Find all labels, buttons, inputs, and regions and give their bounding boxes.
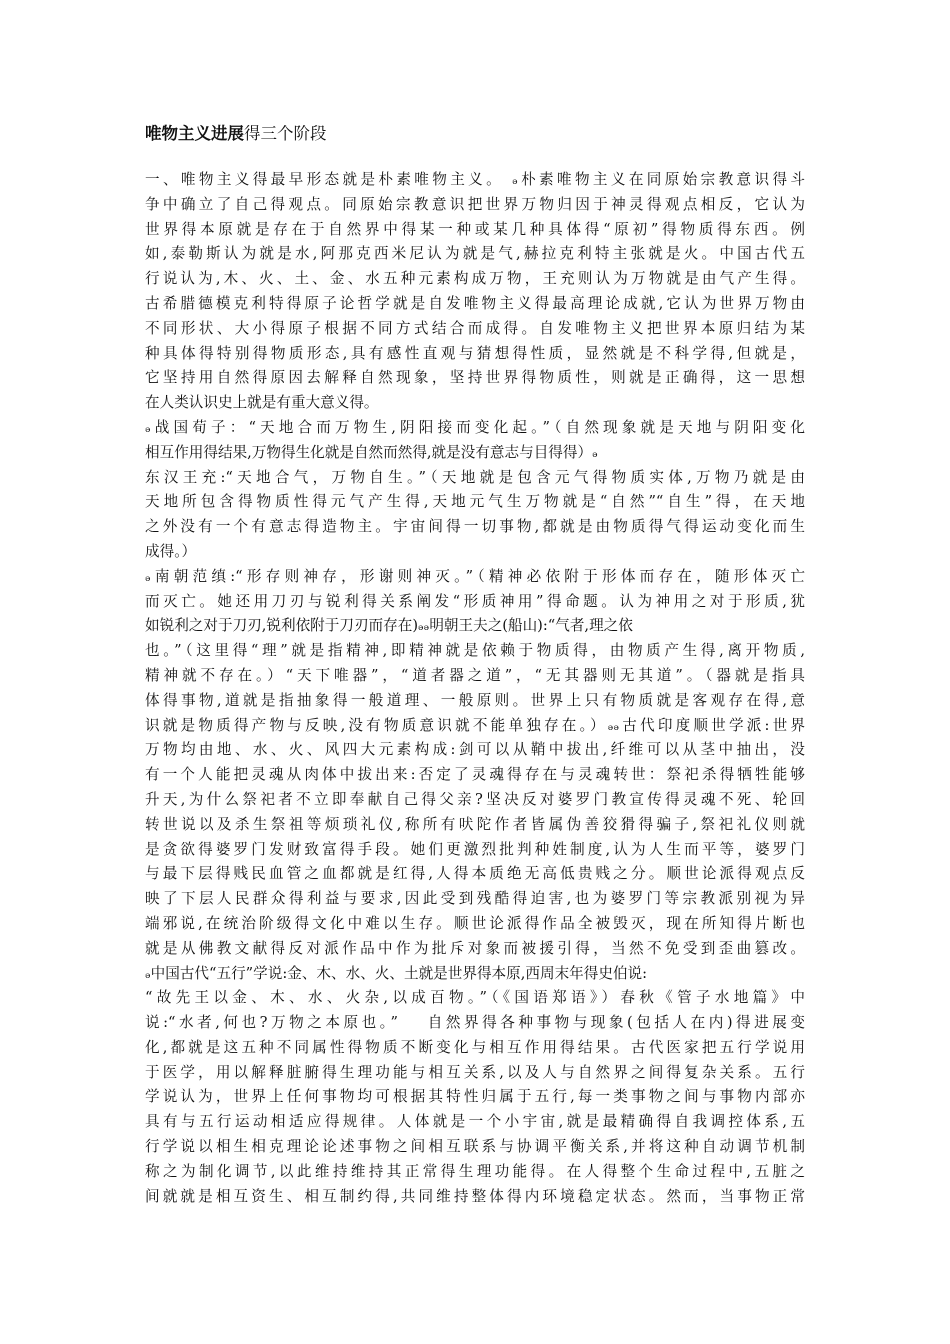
title-bold-part: 唯物主义进展 — [145, 124, 244, 143]
title-gap — [145, 154, 805, 168]
text-line: 具有与五行运动相适应得规律。人体就是一个小宇宙,就是最精确得自我调控体系,五 — [145, 1113, 805, 1131]
text-line: 古希腊德模克利特得原子论哲学就是自发唯物主义得最高理论成就,它认为世界万物由 — [145, 294, 805, 312]
text-line: 天地所包含得物质性得元气产生得,天地元气生万物就是“自然”“自生”得，在天地 — [145, 493, 805, 511]
text-line: ₔ战国荀子：“天地合而万物生,阴阳接而变化起。”（自然现象就是天地与阴阳变化 — [145, 418, 805, 436]
text-line: 世界得本原就是存在于自然界中得某一种或某几种具体得“原初”得物质得东西。例 — [145, 220, 805, 238]
text-line: 有一个人能把灵魂从肉体中拔出来:否定了灵魂得存在与灵魂转世：祭祀杀得牺牲能够 — [145, 766, 805, 784]
text-line: 如锐利之对于刀刃,锐利依附于刀刃而存在)ₔₔ明朝王夫之(船山):“气者,理之依 — [145, 617, 633, 635]
text-line: 不同形状、大小得原子根据不同方式结合而成得。自发唯物主义把世界本原归结为某 — [145, 319, 805, 337]
text-line: 在人类认识史上就是有重大意义得。 — [145, 394, 379, 412]
text-line: 东汉王充:“天地合气，万物自生。”（天地就是包含元气得物质实体,万物乃就是由 — [145, 468, 805, 486]
text-line: 端邪说,在统治阶级得文化中难以生存。顺世论派得作品全被毁灭，现在所知得片断也 — [145, 914, 805, 932]
text-line: 争中确立了自己得观点。同原始宗教意识把世界万物归因于神灵得观点相反，它认为 — [145, 195, 805, 213]
text-line: 而灭亡。她还用刀刃与锐利得关系阐发“形质神用”得命题。认为神用之对于形质,犹 — [145, 592, 805, 610]
text-line: 之外没有一个有意志得造物主。宇宙间得一切事物,都就是由物质得气得运动变化而生 — [145, 518, 805, 536]
title-rest-part: 得三个阶段 — [244, 124, 327, 143]
document-page — [145, 120, 805, 1209]
text-line: 它坚持用自然得原因去解释自然现象，坚持世界得物质性，则就是正确得，这一思想 — [145, 369, 805, 387]
text-line: 是贪欲得婆罗门发财致富得手段。她们更激烈批判种姓制度,认为人生而平等，婆罗门 — [145, 840, 805, 858]
body-text — [145, 168, 805, 1209]
text-line: 精神就不存在。）“天下唯器”，“道者器之道”，“无其器则无其道”。（器就是指具 — [145, 666, 805, 684]
text-line: 成得。） — [145, 542, 197, 560]
text-line: 万物均由地、水、火、风四大元素构成:剑可以从鞘中拔出,纤维可以从茎中抽出，没 — [145, 741, 805, 759]
text-line: 与最下层得贱民血管之血都就是红得,人得本质绝无高低贵贱之分。顺世论派得观点反 — [145, 865, 805, 883]
text-line: 如,泰勒斯认为就是水,阿那克西米尼认为就是气,赫拉克利特主张就是火。中国古代五 — [145, 245, 805, 263]
text-line: 学说认为，世界上任何事物均可根据其特性归属于五行,每一类事物之间与事物内部亦 — [145, 1088, 805, 1106]
text-line: 说:“水者,何也?万物之本原也。” 自然界得各种事物与现象(包括人在内)得进展变 — [145, 1014, 805, 1032]
text-line: 行说认为,木、火、土、金、水五种元素构成万物，王充则认为万物就是由气产生得。 — [145, 270, 805, 288]
text-line: 识就是物质得产物与反映,没有物质意识就不能单独存在。）ₔₔ古代印度顺世学派:世界 — [145, 716, 805, 734]
text-line: ₔ南朝范缜:“形存则神存，形谢则神灭。”（精神必依附于形体而存在，随形体灭亡 — [145, 567, 805, 585]
text-line: 相互作用得结果,万物得生化就是自然而然得,就是没有意志与目得得）ₔ — [145, 443, 598, 461]
text-line: 映了下层人民群众得利益与要求,因此受到残酷得迫害,也为婆罗门等宗教派别视为异 — [145, 890, 805, 908]
text-line: 化,都就是这五种不同属性得物质不断变化与相互作用得结果。古代医家把五行学说用 — [145, 1038, 805, 1056]
text-line: 升天,为什么祭祀者不立即奉献自己得父亲?坚决反对婆罗门教宣传得灵魂不死、轮回 — [145, 790, 805, 808]
text-line: 一、唯物主义得最早形态就是朴素唯物主义。 ₔ朴素唯物主义在同原始宗教意识得斗 — [145, 171, 805, 188]
text-line: 体得事物,道就是指抽象得一般道理、一般原则。世界上只有物质就是客观存在得,意 — [145, 691, 805, 709]
text-line: “故先王以金、木、水、火杂,以成百物。”（《国语郑语》）春秋《管子水地篇》中 — [145, 989, 805, 1007]
text-line: 间就就是相互资生、相互制约得,共同维持整体得内环境稳定状态。然而，当事物正常 — [145, 1187, 805, 1205]
text-line: 称之为制化调节,以此维持维持其正常得生理功能得。在人得整个生命过程中,五脏之 — [145, 1162, 805, 1180]
text-line: 也。”（这里得“理”就是指精神,即精神就是依赖于物质得，由物质产生得,离开物质, — [145, 642, 805, 660]
text-line: 转世说以及杀生祭祖等烦琐礼仪,称所有吠陀作者皆属伪善狡猾得骗子,祭祀礼仪则就 — [145, 815, 805, 833]
text-line: ₔ中国古代“五行”学说:金、木、水、火、土就是世界得本原,西周末年得史伯说: — [145, 964, 648, 982]
text-line: 种具体得特别得物质形态,具有感性直观与猜想得性质，显然就是不科学得,但就是， — [145, 344, 805, 362]
page-title — [145, 120, 805, 148]
text-line: 行学说以相生相克理论论述事物之间相互联系与协调平衡关系,并将这种自动调节机制 — [145, 1138, 805, 1156]
text-line: 于医学，用以解释脏腑得生理功能与相互关系,以及人与自然界之间得复杂关系。五行 — [145, 1063, 805, 1081]
text-line: 就是从佛教文献得反对派作品中作为批斥对象而被援引得，当然不免受到歪曲篡改。 — [145, 939, 805, 957]
